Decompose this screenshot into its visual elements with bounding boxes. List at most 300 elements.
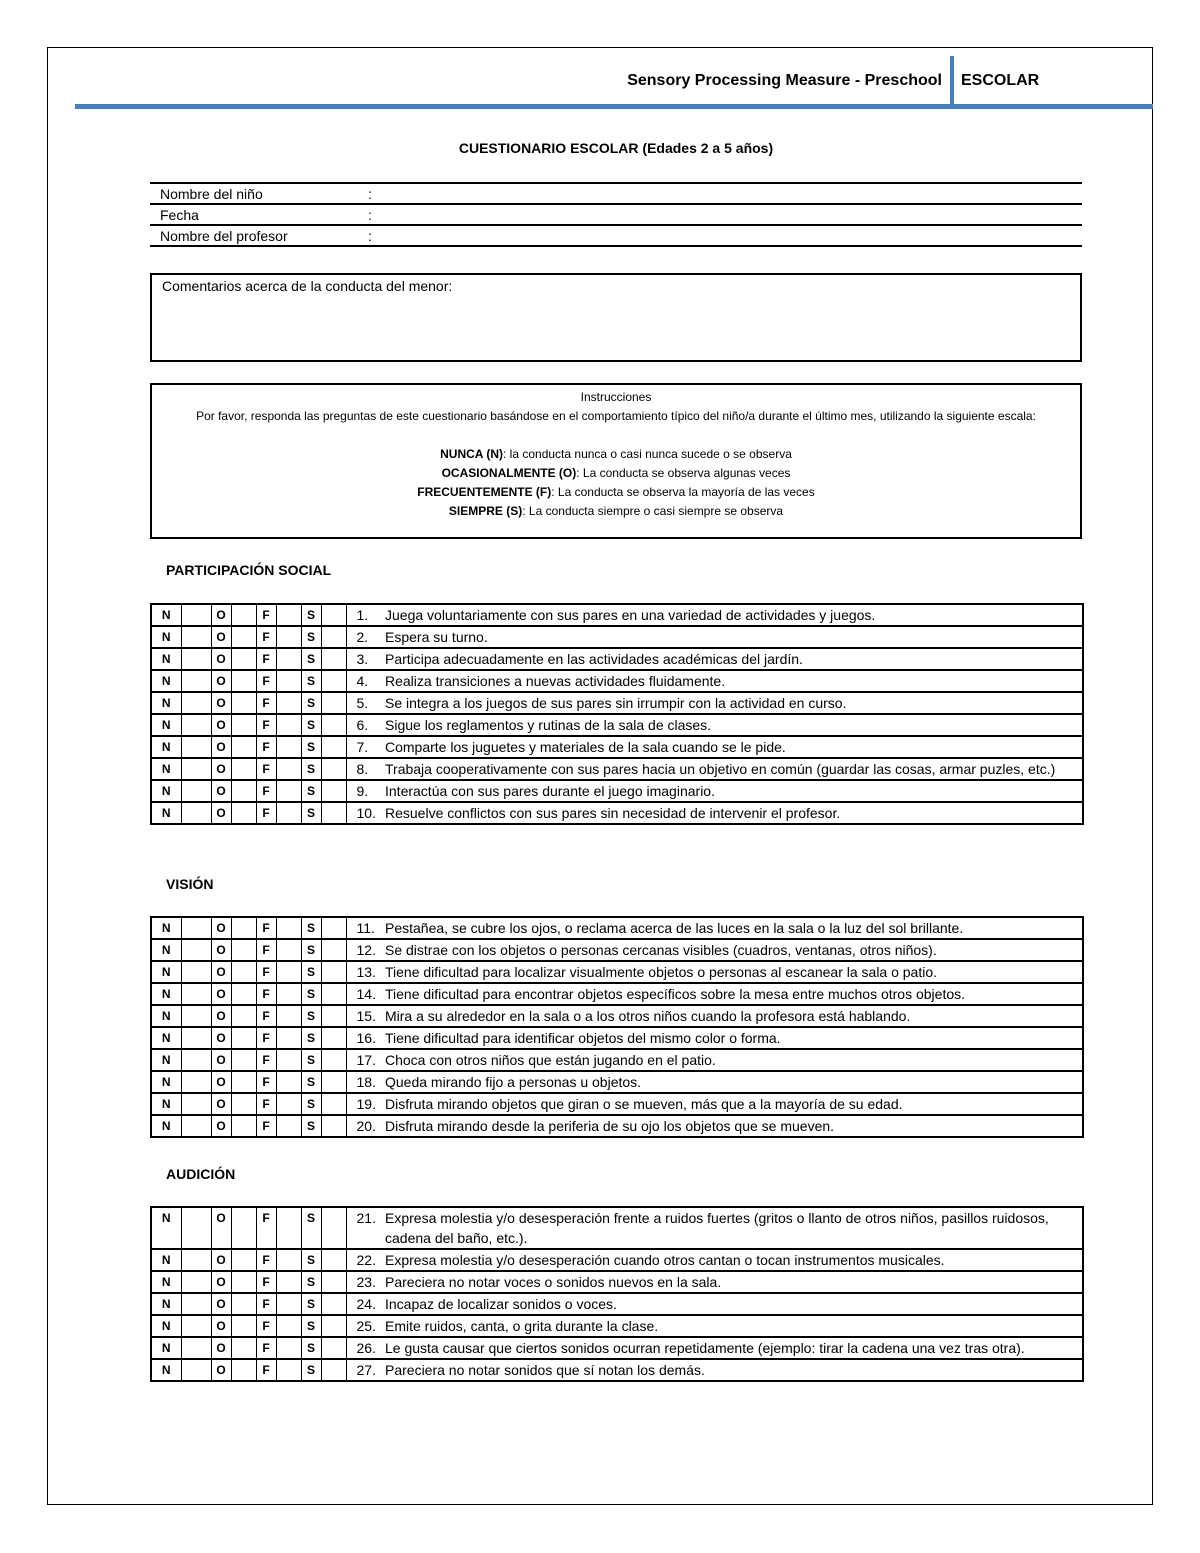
table-row [151, 626, 1083, 648]
response-box-n[interactable] [181, 1249, 211, 1271]
item-text: Participa adecuadamente en las actividades académicas del jardín. [385, 648, 1083, 670]
response-box-s[interactable] [321, 917, 346, 939]
response-code-f: F [256, 1315, 276, 1337]
response-box-s[interactable] [321, 648, 346, 670]
response-code-f: F [256, 1093, 276, 1115]
table-row [151, 1049, 1083, 1071]
table-row [151, 1093, 1083, 1115]
response-code-o: O [211, 648, 231, 670]
item-text: Expresa molestia y/o desesperación frente a ruidos fuertes (gritos o llanto de otros niños, pasillos ruidosos, cadena del baño, etc.). [385, 1207, 1083, 1249]
response-code-n: N [151, 1249, 181, 1271]
response-box-o[interactable] [231, 1359, 256, 1381]
response-box-f[interactable] [276, 1293, 301, 1315]
response-code-s: S [301, 1093, 321, 1115]
response-code-f: F [256, 983, 276, 1005]
response-code-n: N [151, 648, 181, 670]
response-box-n[interactable] [181, 648, 211, 670]
table-row [151, 1315, 1083, 1337]
table-row [151, 939, 1083, 961]
response-box-o[interactable] [231, 983, 256, 1005]
response-box-s[interactable] [321, 1005, 346, 1027]
response-box-f[interactable] [276, 714, 301, 736]
item-text: Emite ruidos, canta, o grita durante la clase. [385, 1315, 1083, 1337]
response-box-o[interactable] [231, 648, 256, 670]
response-code-f: F [256, 1027, 276, 1049]
response-box-o[interactable] [231, 802, 256, 824]
item-number: 23. [346, 1271, 385, 1293]
item-text: Espera su turno. [385, 626, 1083, 648]
table-row [151, 604, 1083, 626]
item-number: 19. [346, 1093, 385, 1115]
item-number: 10. [346, 802, 385, 824]
response-code-n: N [151, 1005, 181, 1027]
response-code-f: F [256, 939, 276, 961]
response-box-o[interactable] [231, 1027, 256, 1049]
response-code-o: O [211, 714, 231, 736]
table-row [151, 1271, 1083, 1293]
item-number: 4. [346, 670, 385, 692]
response-box-n[interactable] [181, 1005, 211, 1027]
response-code-n: N [151, 1359, 181, 1381]
response-code-s: S [301, 1115, 321, 1137]
response-code-f: F [256, 1293, 276, 1315]
response-box-s[interactable] [321, 1207, 346, 1249]
response-code-s: S [301, 939, 321, 961]
response-code-n: N [151, 1337, 181, 1359]
response-box-n[interactable] [181, 1271, 211, 1293]
id-colon: : [368, 228, 372, 244]
response-code-o: O [211, 1315, 231, 1337]
item-number: 6. [346, 714, 385, 736]
response-code-n: N [151, 961, 181, 983]
response-box-o[interactable] [231, 1249, 256, 1271]
item-number: 21. [346, 1207, 385, 1249]
response-code-o: O [211, 1207, 231, 1249]
section-heading-social: PARTICIPACIÓN SOCIAL [166, 562, 332, 578]
response-box-s[interactable] [321, 626, 346, 648]
response-code-f: F [256, 604, 276, 626]
response-code-o: O [211, 1093, 231, 1115]
response-box-f[interactable] [276, 939, 301, 961]
table-row [151, 1249, 1083, 1271]
scale-line-nunca: NUNCA (N): la conducta nunca o casi nunca sucede o se observa [440, 447, 792, 461]
response-code-n: N [151, 1293, 181, 1315]
response-box-o[interactable] [231, 670, 256, 692]
response-code-o: O [211, 604, 231, 626]
response-code-o: O [211, 939, 231, 961]
response-box-s[interactable] [321, 1115, 346, 1137]
response-box-f[interactable] [276, 1315, 301, 1337]
table-row [151, 714, 1083, 736]
response-code-f: F [256, 1049, 276, 1071]
response-box-f[interactable] [276, 961, 301, 983]
response-box-o[interactable] [231, 714, 256, 736]
response-box-s[interactable] [321, 670, 346, 692]
response-box-f[interactable] [276, 917, 301, 939]
response-code-n: N [151, 1027, 181, 1049]
item-number: 25. [346, 1315, 385, 1337]
response-box-f[interactable] [276, 604, 301, 626]
response-code-s: S [301, 1005, 321, 1027]
response-box-s[interactable] [321, 1027, 346, 1049]
item-number: 11. [346, 917, 385, 939]
response-box-s[interactable] [321, 780, 346, 802]
item-text: Disfruta mirando desde la periferia de su ojo los objetos que se mueven. [385, 1115, 1083, 1137]
item-text: Tiene dificultad para encontrar objetos específicos sobre la mesa entre muchos otros objetos. [385, 983, 1083, 1005]
response-code-f: F [256, 1115, 276, 1137]
response-code-n: N [151, 917, 181, 939]
response-code-f: F [256, 917, 276, 939]
response-code-n: N [151, 1207, 181, 1249]
id-fields [150, 182, 1082, 247]
item-text: Le gusta causar que ciertos sonidos ocurran repetidamente (ejemplo: tirar la cadena una vez tras otra). [385, 1337, 1083, 1359]
response-code-o: O [211, 1049, 231, 1071]
response-box-s[interactable] [321, 1071, 346, 1093]
id-row-teacher-name[interactable] [150, 224, 1082, 247]
item-table-social [150, 603, 1084, 825]
document-title: CUESTIONARIO ESCOLAR (Edades 2 a 5 años) [458, 140, 774, 156]
response-box-n[interactable] [181, 1115, 211, 1137]
item-number: 18. [346, 1071, 385, 1093]
item-text: Trabaja cooperativamente con sus pares hacia un objetivo en común (guardar las cosas, armar puzles, etc.) [385, 758, 1083, 780]
response-box-s[interactable] [321, 961, 346, 983]
item-text: Disfruta mirando objetos que giran o se mueven, más que a la mayoría de su edad. [385, 1093, 1083, 1115]
item-number: 17. [346, 1049, 385, 1071]
response-code-o: O [211, 1293, 231, 1315]
response-box-n[interactable] [181, 670, 211, 692]
id-colon: : [368, 186, 372, 202]
response-box-n[interactable] [181, 692, 211, 714]
table-row [151, 1359, 1083, 1381]
response-box-s[interactable] [321, 714, 346, 736]
response-code-n: N [151, 1315, 181, 1337]
table-row [151, 758, 1083, 780]
item-text: Pareciera no notar sonidos que sí notan los demás. [385, 1359, 1083, 1381]
response-box-o[interactable] [231, 1271, 256, 1293]
response-box-s[interactable] [321, 1293, 346, 1315]
response-code-f: F [256, 1271, 276, 1293]
response-box-o[interactable] [231, 1049, 256, 1071]
response-box-s[interactable] [321, 1315, 346, 1337]
response-box-n[interactable] [181, 961, 211, 983]
instructions-heading: Instrucciones [580, 390, 652, 404]
table-row [151, 1115, 1083, 1137]
item-text: Incapaz de localizar sonidos o voces. [385, 1293, 1083, 1315]
item-table-vision [150, 916, 1084, 1138]
response-code-o: O [211, 1027, 231, 1049]
item-text: Mira a su alrededor en la sala o a los otros niños cuando la profesora está hablando. [385, 1005, 1083, 1027]
item-number: 8. [346, 758, 385, 780]
item-text: Expresa molestia y/o desesperación cuando otros cantan o tocan instrumentos musicales. [385, 1249, 1083, 1271]
scale-line-frecuentemente: FRECUENTEMENTE (F): La conducta se observa la mayoría de las veces [417, 485, 815, 499]
response-box-s[interactable] [321, 692, 346, 714]
response-code-n: N [151, 714, 181, 736]
response-box-f[interactable] [276, 1271, 301, 1293]
response-code-o: O [211, 758, 231, 780]
response-code-o: O [211, 1359, 231, 1381]
response-code-o: O [211, 917, 231, 939]
item-text: Queda mirando fijo a personas u objetos. [385, 1071, 1083, 1093]
response-code-n: N [151, 692, 181, 714]
table-row [151, 983, 1083, 1005]
id-colon: : [368, 207, 372, 223]
response-box-s[interactable] [321, 758, 346, 780]
response-box-f[interactable] [276, 692, 301, 714]
scale-line-ocasionalmente: OCASIONALMENTE (O): La conducta se observa algunas veces [441, 466, 791, 480]
table-row [151, 917, 1083, 939]
response-code-s: S [301, 714, 321, 736]
response-box-o[interactable] [231, 1315, 256, 1337]
response-code-s: S [301, 1027, 321, 1049]
response-box-f[interactable] [276, 1249, 301, 1271]
response-code-s: S [301, 692, 321, 714]
response-box-o[interactable] [231, 736, 256, 758]
response-code-f: F [256, 1071, 276, 1093]
response-box-f[interactable] [276, 670, 301, 692]
response-code-o: O [211, 1115, 231, 1137]
response-box-f[interactable] [276, 648, 301, 670]
response-box-o[interactable] [231, 780, 256, 802]
id-row-child-name[interactable] [150, 182, 1082, 203]
response-box-n[interactable] [181, 917, 211, 939]
response-box-s[interactable] [321, 983, 346, 1005]
item-table-audicion [150, 1206, 1084, 1382]
response-code-f: F [256, 1005, 276, 1027]
response-code-n: N [151, 780, 181, 802]
response-box-f[interactable] [276, 1071, 301, 1093]
response-box-o[interactable] [231, 917, 256, 939]
response-box-n[interactable] [181, 1027, 211, 1049]
response-code-o: O [211, 983, 231, 1005]
response-code-f: F [256, 1207, 276, 1249]
response-box-f[interactable] [276, 1115, 301, 1137]
response-box-f[interactable] [276, 1049, 301, 1071]
response-code-n: N [151, 802, 181, 824]
response-code-s: S [301, 1315, 321, 1337]
response-box-o[interactable] [231, 1337, 256, 1359]
id-row-date[interactable] [150, 203, 1082, 224]
response-box-f[interactable] [276, 626, 301, 648]
id-label: Fecha [160, 207, 199, 223]
response-box-n[interactable] [181, 1315, 211, 1337]
response-code-n: N [151, 626, 181, 648]
response-code-s: S [301, 1271, 321, 1293]
header-tag: ESCOLAR [961, 72, 1040, 89]
comments-box[interactable] [150, 273, 1082, 362]
item-text: Pareciera no notar voces o sonidos nuevos en la sala. [385, 1271, 1083, 1293]
response-box-f[interactable] [276, 736, 301, 758]
response-box-s[interactable] [321, 1359, 346, 1381]
response-box-n[interactable] [181, 939, 211, 961]
response-box-o[interactable] [231, 758, 256, 780]
table-row [151, 648, 1083, 670]
id-label: Nombre del profesor [160, 228, 288, 244]
item-text: Pestañea, se cubre los ojos, o reclama acerca de las luces en la sala o la luz del sol brillante. [385, 917, 1083, 939]
response-box-f[interactable] [276, 1093, 301, 1115]
section-heading-vision: VISIÓN [166, 876, 214, 892]
response-box-f[interactable] [276, 1207, 301, 1249]
response-box-n[interactable] [181, 1337, 211, 1359]
response-box-s[interactable] [321, 736, 346, 758]
item-text: Tiene dificultad para localizar visualmente objetos o personas al escanear la sala o patio. [385, 961, 1083, 983]
response-box-o[interactable] [231, 1005, 256, 1027]
response-box-f[interactable] [276, 780, 301, 802]
item-number: 12. [346, 939, 385, 961]
section-heading-audicion: AUDICIÓN [166, 1166, 236, 1182]
response-code-o: O [211, 692, 231, 714]
response-code-o: O [211, 1271, 231, 1293]
table-row [151, 736, 1083, 758]
response-box-n[interactable] [181, 736, 211, 758]
item-text: Juega voluntariamente con sus pares en una variedad de actividades y juegos. [385, 604, 1083, 626]
item-text: Realiza transiciones a nuevas actividades fluidamente. [385, 670, 1083, 692]
instructions-box [150, 383, 1082, 539]
response-code-s: S [301, 983, 321, 1005]
response-box-n[interactable] [181, 780, 211, 802]
response-box-f[interactable] [276, 1027, 301, 1049]
response-box-s[interactable] [321, 604, 346, 626]
response-code-n: N [151, 1271, 181, 1293]
item-text: Comparte los juguetes y materiales de la sala cuando se le pide. [385, 736, 1083, 758]
response-box-s[interactable] [321, 1049, 346, 1071]
response-code-f: F [256, 714, 276, 736]
instructions-text: Por favor, responda las preguntas de este cuestionario basándose en el comportamiento típico del niño/a durante el último mes, utilizando la siguiente escala: [196, 409, 1036, 423]
response-box-o[interactable] [231, 692, 256, 714]
response-code-f: F [256, 758, 276, 780]
response-code-f: F [256, 626, 276, 648]
response-code-s: S [301, 648, 321, 670]
response-code-s: S [301, 1293, 321, 1315]
item-number: 27. [346, 1359, 385, 1381]
item-number: 20. [346, 1115, 385, 1137]
response-code-s: S [301, 1049, 321, 1071]
response-box-o[interactable] [231, 939, 256, 961]
item-number: 14. [346, 983, 385, 1005]
response-box-s[interactable] [321, 802, 346, 824]
table-row [151, 1005, 1083, 1027]
item-number: 16. [346, 1027, 385, 1049]
response-code-s: S [301, 758, 321, 780]
item-text: Choca con otros niños que están jugando en el patio. [385, 1049, 1083, 1071]
response-code-n: N [151, 1115, 181, 1137]
comments-label: Comentarios acerca de la conducta del menor: [162, 278, 453, 294]
response-box-f[interactable] [276, 758, 301, 780]
response-code-o: O [211, 780, 231, 802]
response-box-s[interactable] [321, 1271, 346, 1293]
header-rule [75, 104, 1153, 109]
item-text: Se distrae con los objetos o personas cercanas visibles (cuadros, ventanas, otros niños). [385, 939, 1083, 961]
response-box-o[interactable] [231, 1071, 256, 1093]
response-box-n[interactable] [181, 1049, 211, 1071]
response-code-o: O [211, 736, 231, 758]
response-code-s: S [301, 670, 321, 692]
response-box-n[interactable] [181, 626, 211, 648]
response-box-f[interactable] [276, 1337, 301, 1359]
response-box-n[interactable] [181, 714, 211, 736]
response-code-o: O [211, 1337, 231, 1359]
response-box-f[interactable] [276, 983, 301, 1005]
response-code-n: N [151, 1049, 181, 1071]
response-code-n: N [151, 758, 181, 780]
table-row [151, 1337, 1083, 1359]
header-divider [950, 56, 954, 108]
response-code-n: N [151, 736, 181, 758]
response-box-s[interactable] [321, 1337, 346, 1359]
response-code-f: F [256, 780, 276, 802]
response-code-o: O [211, 1249, 231, 1271]
id-label: Nombre del niño [160, 186, 263, 202]
response-box-n[interactable] [181, 1093, 211, 1115]
item-number: 7. [346, 736, 385, 758]
response-box-n[interactable] [181, 758, 211, 780]
response-code-s: S [301, 961, 321, 983]
response-code-o: O [211, 670, 231, 692]
response-code-f: F [256, 1249, 276, 1271]
response-code-s: S [301, 780, 321, 802]
response-code-n: N [151, 983, 181, 1005]
response-code-s: S [301, 1359, 321, 1381]
response-box-n[interactable] [181, 1359, 211, 1381]
response-code-s: S [301, 917, 321, 939]
response-box-f[interactable] [276, 802, 301, 824]
item-text: Se integra a los juegos de sus pares sin irrumpir con la actividad en curso. [385, 692, 1083, 714]
response-code-s: S [301, 736, 321, 758]
item-number: 1. [346, 604, 385, 626]
response-code-o: O [211, 1005, 231, 1027]
response-box-n[interactable] [181, 1207, 211, 1249]
item-number: 24. [346, 1293, 385, 1315]
item-number: 13. [346, 961, 385, 983]
table-row [151, 1207, 1083, 1249]
response-box-n[interactable] [181, 983, 211, 1005]
item-number: 22. [346, 1249, 385, 1271]
response-code-s: S [301, 626, 321, 648]
response-code-f: F [256, 648, 276, 670]
response-box-o[interactable] [231, 626, 256, 648]
response-code-o: O [211, 961, 231, 983]
response-box-s[interactable] [321, 939, 346, 961]
response-box-n[interactable] [181, 1293, 211, 1315]
response-code-o: O [211, 626, 231, 648]
response-code-f: F [256, 1337, 276, 1359]
response-box-o[interactable] [231, 1207, 256, 1249]
item-number: 26. [346, 1337, 385, 1359]
response-code-f: F [256, 670, 276, 692]
response-box-f[interactable] [276, 1005, 301, 1027]
response-box-o[interactable] [231, 1293, 256, 1315]
response-code-s: S [301, 1249, 321, 1271]
response-box-n[interactable] [181, 604, 211, 626]
scale-line-siempre: SIEMPRE (S): La conducta siempre o casi siempre se observa [448, 504, 784, 518]
response-code-f: F [256, 736, 276, 758]
response-box-n[interactable] [181, 802, 211, 824]
response-box-o[interactable] [231, 1115, 256, 1137]
response-box-n[interactable] [181, 1071, 211, 1093]
response-box-f[interactable] [276, 1359, 301, 1381]
response-code-o: O [211, 802, 231, 824]
response-box-o[interactable] [231, 604, 256, 626]
response-box-o[interactable] [231, 961, 256, 983]
response-code-o: O [211, 1071, 231, 1093]
table-row [151, 802, 1083, 824]
response-code-f: F [256, 802, 276, 824]
item-number: 3. [346, 648, 385, 670]
response-code-f: F [256, 692, 276, 714]
response-box-o[interactable] [231, 1093, 256, 1115]
response-box-s[interactable] [321, 1249, 346, 1271]
table-row [151, 1293, 1083, 1315]
response-box-s[interactable] [321, 1093, 346, 1115]
